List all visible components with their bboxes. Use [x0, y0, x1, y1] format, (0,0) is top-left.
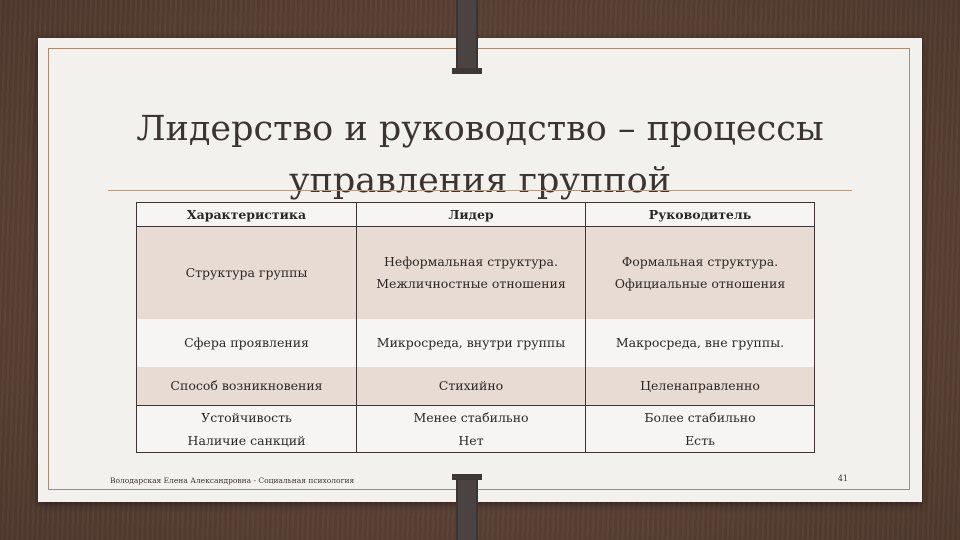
cell-leader: Стихийно [357, 367, 586, 406]
cell-leader: Менее стабильно [357, 406, 586, 430]
cell-characteristic: Способ возникновения [137, 367, 357, 406]
slide-title [0, 103, 960, 207]
cell-manager: Целенаправленно [586, 367, 815, 406]
cell-manager: Формальная структура. Официальные отношения [586, 227, 815, 320]
cell-leader: Нет [357, 429, 586, 453]
cell-characteristic: Структура группы [137, 227, 357, 320]
page-number: 41 [837, 474, 848, 483]
table-row [137, 429, 815, 453]
cell-leader: Микросреда, внутри группы [357, 319, 586, 367]
table-row [137, 319, 815, 367]
table-header-row [137, 203, 815, 227]
binder-clip-top [456, 0, 478, 70]
table-row [137, 227, 815, 320]
comparison-table [136, 202, 815, 453]
header-manager: Руководитель [586, 203, 815, 227]
slide-footer: Володарская Елена Александровна - Социальная психология [110, 476, 355, 485]
cell-characteristic: Сфера проявления [137, 319, 357, 367]
cell-leader: Неформальная структура. Межличностные отношения [357, 227, 586, 320]
cell-characteristic: Устойчивость [137, 406, 357, 430]
slide-title-line-1: Лидерство и руководство – процессы [136, 109, 824, 150]
header-leader: Лидер [357, 203, 586, 227]
cell-manager: Есть [586, 429, 815, 453]
cell-manager: Более стабильно [586, 406, 815, 430]
cell-manager: Макросреда, вне группы. [586, 319, 815, 367]
header-characteristic: Характеристика [137, 203, 357, 227]
cell-characteristic: Наличие санкций [137, 429, 357, 453]
binder-clip-bottom [456, 478, 478, 540]
slide-title-line-2: управления группой [288, 161, 672, 202]
table-row [137, 406, 815, 430]
table-row [137, 367, 815, 406]
title-divider [108, 190, 852, 191]
